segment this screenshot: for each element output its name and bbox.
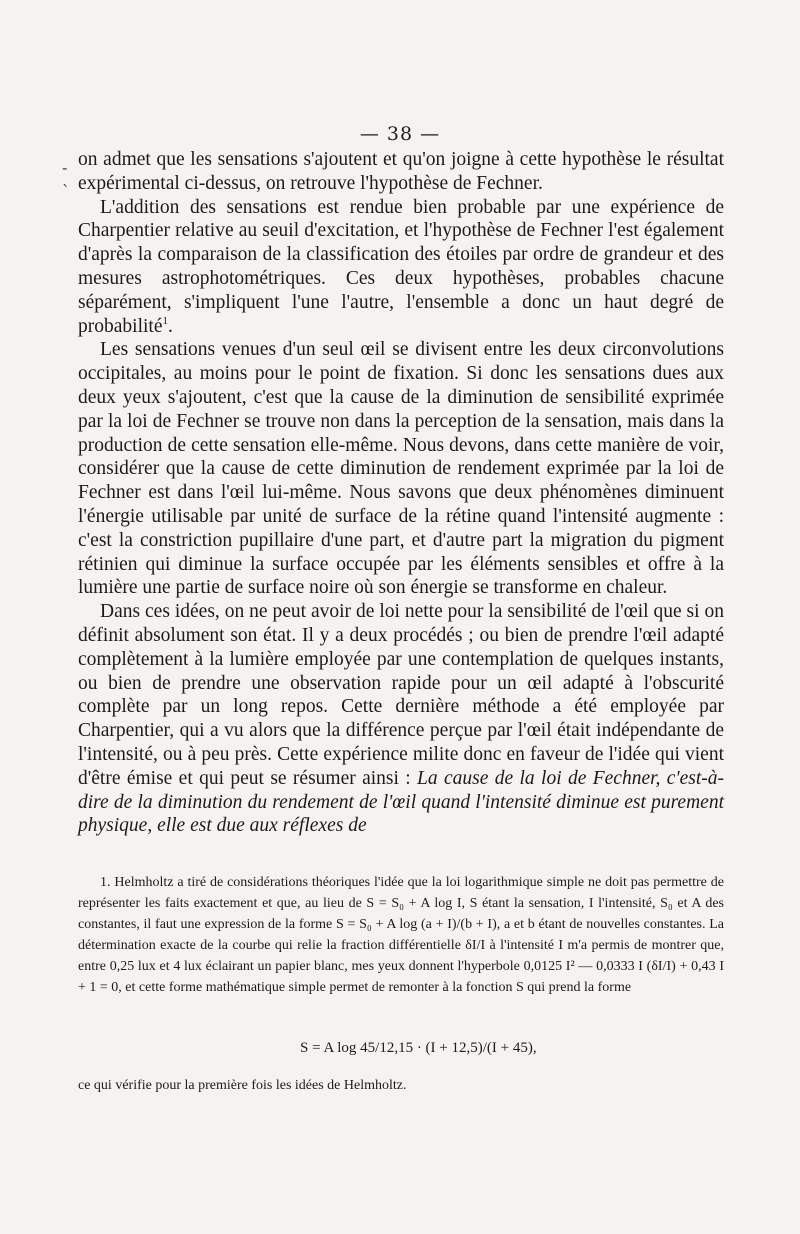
footnote-formula: S = A log 45/12,15 · (I + 12,5)/(I + 45),: [300, 1040, 537, 1056]
paragraph: [78, 600, 724, 838]
footnote: [78, 872, 724, 998]
paragraph-text: L'addition des sensations est rendue bien probable par une expérience de Charpentier relative au seuil d'excitation, et l'hypothèse de Fechner l'est également d'après la comparaison de la classification des étoiles par ordre de grandeur et des mesures astrophotométriques. Ces deux hypothèses, probables chacune séparément, s'impliquent l'une l'autre, l'ensemble a donc un haut degré de probabilité: [78, 196, 724, 337]
margin-mark: `: [62, 182, 70, 201]
footnote-marker[interactable]: 1: [162, 314, 168, 327]
paragraph-text: Dans ces idées, on ne peut avoir de loi nette pour la sensibilité de l'œil que si on définit absolument son état. Il y a deux procédés ; ou bien de prendre l'œil adapté complètement à la lumière employée par une contemplation de quelques instants, ou bien de prendre une observation rapide pour un œil adapté à l'obscurité complète par un long repos. Cette dernière méthode a été employée par Charpentier, qui a vu alors que la différence perçue par l'œil était indépendante de l'intensité, ou à peu près. Cette expérience milite donc en faveur de l'idée qui vient d'être émise et qui peut se résumer ainsi :: [78, 601, 724, 789]
margin-mark: -: [62, 158, 68, 177]
footnote-text: 1. Helmholtz a tiré de considérations théoriques l'idée que la loi logarithmique simple ne doit pas permettre de représenter les faits exactement et que, au lieu de S = S₀ + A log I, S étant la sensation, I l'intensité, S₀ et A des constantes, il faut une expression de la forme S = S₀ + A log (a + I)/(b + I), a et b étant de nouvelles constantes. La détermination exacte de la courbe qui relie la fraction différentielle δI/I à l'intensité I m'a permis de montrer que, entre 0,25 lux et 4 lux éclairant un papier blanc, mes yeux donnent l'hyperbole 0,0125 I² — 0,0333 I (δI/I) + 0,43 I + 1 = 0, et cette forme mathématique simple permet de remonter à la fonction S qui prend la forme: [78, 875, 724, 995]
paragraph: Les sensations venues d'un seul œil se divisent entre les deux circonvolutions occipitales, au moins pour le point de fixation. Si donc les sensations dues aux deux yeux s'ajoutent, c'est que la cause de la diminution de sensibilité exprimée par la loi de Fechner se trouve non dans la perception de la sensation, mais dans la production de cette sensation elle-même. Nous devons, dans cette manière de voir, considérer que la cause de cette diminution de rendement exprimée par la loi de Fechner est dans l'œil lui-même. Nous savons que deux phénomènes diminuent l'énergie utilisable par unité de surface de la rétine quand l'intensité augmente : c'est la constriction pupillaire d'une part, et d'autre part la migration du pigment rétinien qui diminue la surface occupée par les éléments sensibles et offre à la lumière une partie de surface noire où son énergie se transforme en chaleur.: [78, 339, 724, 599]
paragraph: on admet que les sensations s'ajoutent et qu'on joigne à cette hypothèse le résultat expérimental ci-dessus, on retrouve l'hypothèse de Fechner.: [78, 149, 724, 194]
paragraph: [78, 196, 724, 339]
footnote-end: ce qui vérifie pour la première fois les idées de Helmholtz.: [78, 1078, 407, 1093]
main-text: [78, 148, 724, 838]
italic-conclusion: La cause de la loi de Fechner, c'est-à-dire de la diminution du rendement de l'œil quand l'intensité diminue est purement physique, elle est due aux réflexes de: [78, 767, 725, 837]
page-number: — 38 —: [359, 123, 441, 145]
paragraph-end: .: [167, 315, 173, 337]
